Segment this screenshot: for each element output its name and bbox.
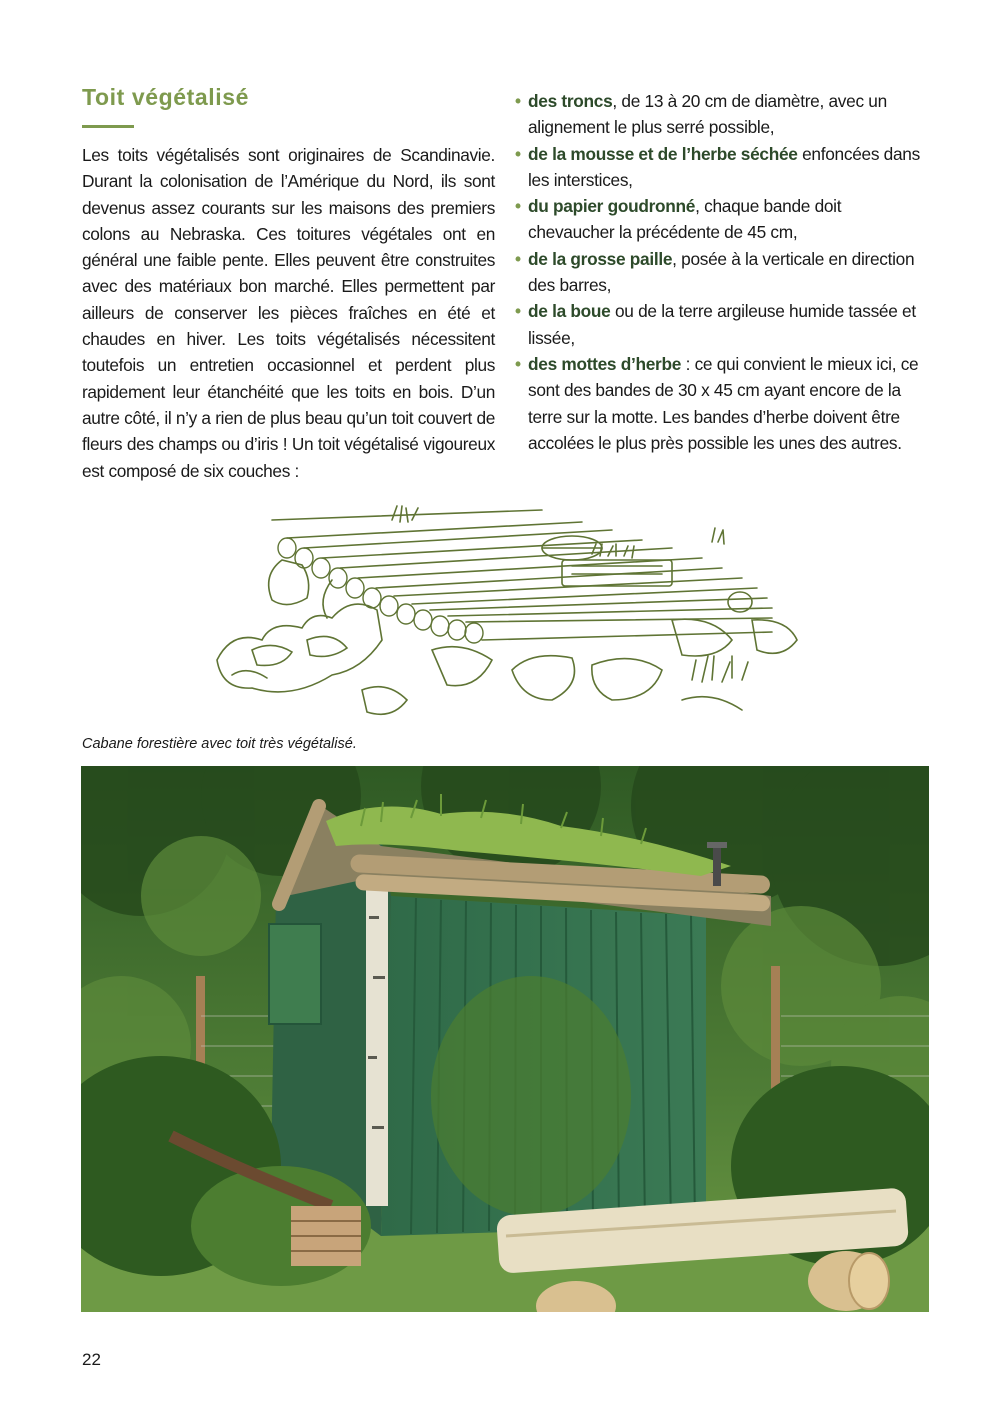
layer-term: des mottes d’herbe [528, 353, 682, 374]
list-item [515, 298, 932, 351]
list-item [515, 141, 932, 194]
list-item [515, 193, 932, 246]
layer-text: enfoncées dans les interstices, [528, 143, 920, 190]
bullet-icon: • [515, 196, 521, 217]
layer-term: du papier goudronné [528, 196, 696, 217]
page-number: 22 [82, 1350, 101, 1369]
layer-term: de la mousse et de l’herbe séchée [528, 143, 798, 164]
photo-caption: Cabane forestière avec toit très végétalisé. [82, 736, 357, 752]
layer-text: , de 13 à 20 cm de diamètre, avec un alignement le plus serré possible, [528, 91, 887, 138]
layer-term: de la grosse paille [528, 248, 673, 269]
roof-layers-sketch [212, 500, 804, 728]
bullet-icon: • [515, 248, 521, 269]
heading-underline [82, 125, 134, 128]
list-item [515, 351, 932, 456]
cabin-photo [81, 766, 929, 1312]
cabin-illustration [81, 766, 929, 1312]
bullet-icon: • [515, 91, 521, 111]
intro-paragraph: Les toits végétalisés sont originaires de Scandinavie. Durant la colonisation de l’Amérique du Nord, ils sont devenus assez courants sur les maisons des premiers colons au Nebraska. Ces toitures végétales ont en général une faible pente. Elles peuvent être construites avec des matériaux bon marché. Elles permettent par ailleurs de conserver les pièces fraîches en été et chaudes en hiver. Les toits végétalisés nécessitent toutefois un entretien occasionnel et perdent plus rapidement leur étanchéité que les toits en bois. D’un autre côté, il n’y a rien de plus beau qu’un toit couvert de fleurs des champs ou d’iris ! Un toit végétalisé vigoureux est composé de six couches : [82, 145, 495, 481]
layer-text: , chaque bande doit chevaucher la précédente de 45 cm, [528, 196, 842, 243]
roof-layers-list [515, 88, 932, 456]
bullet-icon: • [515, 301, 521, 322]
section-heading: Toit végétalisé [82, 84, 250, 110]
layer-text: , posée à la verticale en direction des barres, [528, 248, 915, 296]
bullet-icon: • [515, 143, 521, 164]
list-item [515, 246, 932, 299]
layer-text: ou de la terre argileuse humide tassée et lissée, [528, 301, 916, 348]
bullet-icon: • [515, 353, 521, 374]
layer-text: : ce qui convient le mieux ici, ce sont des bandes de 30 x 45 cm ayant encore de la terre sur la motte. Les bandes d’herbe doivent être accolées le plus près possible les unes des autres. [528, 353, 919, 453]
layer-term: des troncs [528, 91, 613, 111]
list-item [515, 88, 932, 141]
layer-term: de la boue [528, 301, 611, 322]
